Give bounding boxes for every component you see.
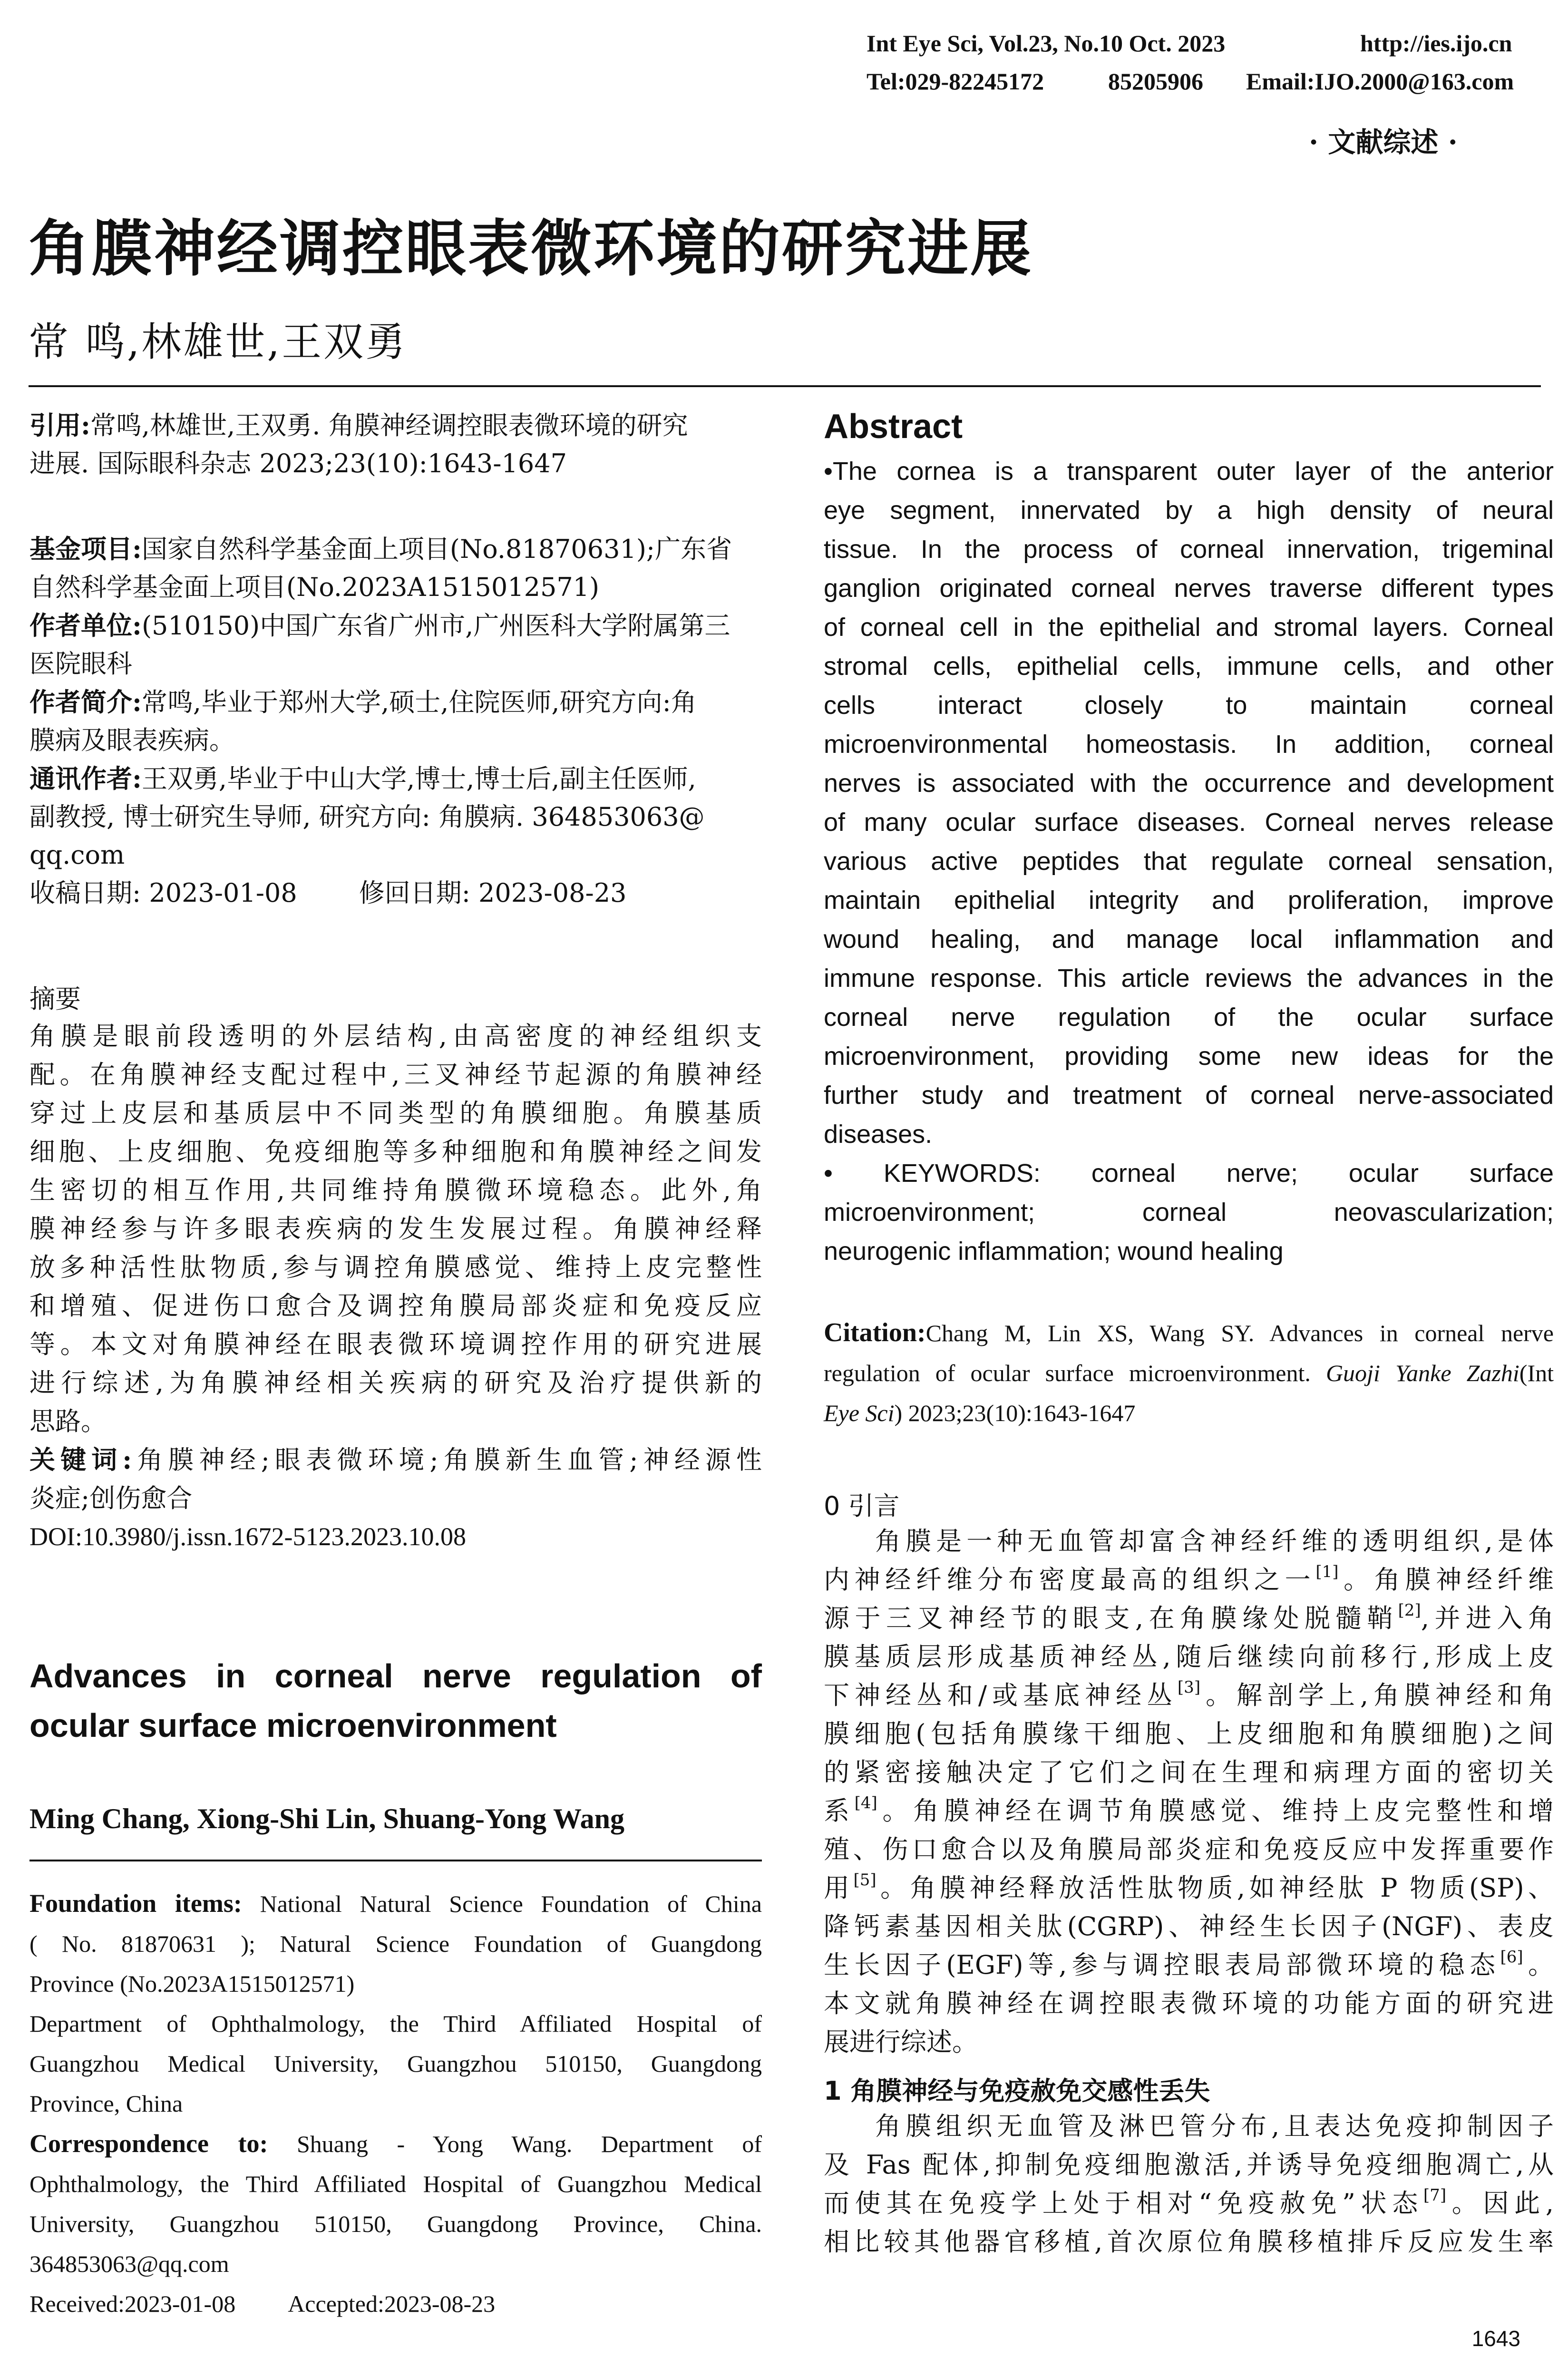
en-received: Received:2023-01-08 (29, 2290, 236, 2317)
corr-text: qq.com (29, 840, 125, 870)
ref-marker[interactable]: [6] (1500, 1948, 1523, 1967)
keywords-label: 关键词: (29, 1444, 132, 1475)
en-dept-text: Department of Ophthalmology, the Third Affiliated Hospital of (29, 2010, 762, 2037)
abstract-line: 角膜是眼前段透明的外层结构,由高密度的神经组织支 (29, 1021, 762, 1051)
unit-label: 作者单位: (29, 610, 142, 641)
citation-en-journal: Eye Sci (824, 1400, 895, 1426)
section1-text: 而使其在免疫学上处于相对“免疫赦免”状态 (824, 2188, 1423, 2218)
intro-text: 生长因子(EGF)等,参与调控眼表局部微环境的稳态 (824, 1950, 1500, 1980)
abstract-en-line: stromal cells, epithelial cells, immune cells, and other (824, 652, 1554, 681)
abstract-heading-cn: 摘要 (29, 984, 81, 1014)
english-authors: Ming Chang, Xiong-Shi Lin, Shuang-Yong Wang (29, 1803, 625, 1834)
abstract-line: 穿过上皮层和基质层中不同类型的角膜细胞。角膜基质 (29, 1098, 762, 1128)
abstract-en-line: cells interact closely to maintain corneal (824, 691, 1554, 720)
section1-line: 及 Fas 配体,抑制免疫细胞激活,并诱导免疫细胞凋亡,从 (824, 2150, 1554, 2180)
intro-text: 。角膜神经在调节角膜感觉、维持上皮完整性和增 (877, 1796, 1554, 1826)
abstract-line: 进行综述,为角膜神经相关疾病的研究及治疗提供新的 (29, 1368, 762, 1398)
doi: DOI:10.3980/j.issn.1672-5123.2023.10.08 (29, 1522, 466, 1551)
intro-text: 。 (1523, 1950, 1554, 1980)
journal-fax: 85205906 (1108, 68, 1203, 95)
journal-header: Int Eye Sci, Vol.23, No.10 Oct. 2023 (867, 30, 1226, 57)
intro-text: 下神经丛和/或基底神经丛 (824, 1680, 1178, 1710)
abstract-en-line: immune response. This article reviews the advances in the (824, 964, 1554, 993)
corr-text: 副教授, 博士研究生导师, 研究方向: 角膜病. 364853063@ (29, 802, 705, 832)
abstract-en-line: nerves is associated with the occurrence and development (824, 769, 1554, 798)
left-divider (29, 1860, 762, 1861)
english-title-line: Advances in corneal nerve regulation of (29, 1657, 762, 1695)
abstract-en-line: microenvironment, providing some new ideas for the (824, 1042, 1554, 1071)
ref-marker[interactable]: [1] (1315, 1562, 1339, 1581)
abstract-line: 等。本文对角膜神经在眼表微环境调控作用的研究进展 (29, 1329, 762, 1359)
en-corr-label: Correspondence to: (29, 2129, 268, 2158)
en-accepted: Accepted:2023-08-23 (288, 2290, 496, 2317)
intro-text: 用 (824, 1873, 854, 1903)
fund-label: 基金项目: (29, 534, 142, 564)
intro-text: 源于三叉神经节的眼支,在角膜缘处脱髓鞘 (824, 1603, 1398, 1633)
intro-line: 的紧密接触决定了它们之间在生理和病理方面的密切关 (824, 1757, 1554, 1787)
intro-line: 降钙素基因相关肽(CGRP)、神经生长因子(NGF)、表皮 (824, 1911, 1554, 1941)
intro-line: 展进行综述。 (824, 2027, 978, 2057)
keywords-en-line: microenvironment; corneal neovascularization; (824, 1198, 1554, 1227)
journal-url: http://ies.ijo.cn (1360, 30, 1512, 57)
english-title (29, 1651, 762, 1750)
intro-body (824, 1522, 1554, 2061)
front-matter-cn (29, 530, 762, 912)
abstract-en-line: eye segment, innervated by a high density of neural (824, 496, 1554, 525)
intro-text: 。角膜神经纤维 (1338, 1565, 1554, 1595)
ref-marker[interactable]: [3] (1177, 1678, 1201, 1697)
intro-line: 殖、伤口愈合以及角膜局部炎症和免疫反应中发挥重要作 (824, 1834, 1554, 1864)
journal-tel: Tel:029-82245172 (867, 68, 1044, 95)
abstract-en-line: maintain epithelial integrity and proliferation, improve (824, 886, 1554, 915)
abstract-line: 细胞、上皮细胞、免疫细胞等多种细胞和角膜神经之间发 (29, 1137, 762, 1167)
abstract-en-line: microenvironmental homeostasis. In addition, corneal (824, 730, 1554, 759)
ref-marker[interactable]: [4] (854, 1793, 877, 1812)
intro-text: 。角膜神经释放活性肽物质,如神经肽 P 物质(SP)、 (876, 1873, 1554, 1903)
page-number: 1643 (1471, 2326, 1520, 2351)
intro-text: ,并进入角 (1421, 1603, 1554, 1633)
intro-line: 膜基质层形成基质神经丛,随后继续向前移行,形成上皮 (824, 1642, 1554, 1672)
page-title: 角膜神经调控眼表微环境的研究进展 (29, 213, 1033, 284)
title-divider (29, 385, 1541, 387)
abstract-cn (29, 1017, 762, 1556)
en-dept-text: Guangzhou Medical University, Guangzhou 510150, Guangdong (29, 2050, 762, 2077)
citation-en-text: Chang M, Lin XS, Wang SY. Advances in corneal nerve (925, 1320, 1554, 1346)
section1-heading: 1 角膜神经与免疫赦免交感性丢失 (824, 2076, 1210, 2106)
citation-cn (29, 406, 762, 483)
abstract-en (824, 452, 1554, 1271)
revised-date: 修回日期: 2023-08-23 (359, 878, 627, 908)
section-label: · 文献综述 · (1309, 126, 1458, 158)
en-corr-text: Ophthalmology, the Third Affiliated Hospital of Guangzhou Medical (29, 2171, 762, 2197)
bio-label: 作者简介: (29, 687, 142, 717)
citation-en-label: Citation: (824, 1318, 926, 1347)
citation-en-text: (Int (1519, 1360, 1554, 1386)
ref-marker[interactable]: [7] (1423, 2186, 1447, 2205)
english-title-line: ocular surface microenvironment (29, 1707, 557, 1744)
intro-text: 系 (824, 1796, 855, 1826)
intro-text: 内神经纤维分布密度最高的组织之一 (824, 1565, 1316, 1595)
received-date: 收稿日期: 2023-01-08 (29, 878, 297, 908)
corr-text: 王双勇,毕业于中山大学,博士,博士后,副主任医师, (141, 764, 696, 794)
section1-line: 相比较其他器官移植,首次原位角膜移植排斥反应发生率 (824, 2227, 1554, 2257)
abstract-en-line: wound healing, and manage local inflammation and (824, 925, 1554, 954)
abstract-en-line: tissue. In the process of corneal innervation, trigeminal (824, 535, 1554, 564)
abstract-en-line: further study and treatment of corneal nerve-associated (824, 1081, 1554, 1110)
abstract-en-line: various active peptides that regulate corneal sensation, (824, 847, 1554, 876)
abstract-line: 放多种活性肽物质,参与调控角膜感觉、维持上皮完整性 (29, 1252, 762, 1282)
abstract-en-line: diseases. (824, 1120, 933, 1149)
keywords-en-line: neurogenic inflammation; wound healing (824, 1237, 1284, 1266)
authors-cn: 常 鸣,林雄世,王双勇 (29, 319, 408, 365)
english-front-matter (29, 1883, 762, 2324)
citation-en-text: ) 2023;23(10):1643-1647 (894, 1400, 1136, 1426)
citation-en (824, 1313, 1554, 1433)
en-fund-text: ( No. 81870631 ); Natural Science Foundation of Guangdong (29, 1930, 762, 1957)
keywords-en-line: • KEYWORDS: corneal nerve; ocular surface (824, 1159, 1554, 1188)
abstract-en-line: ganglion originated corneal nerves traverse different types (824, 574, 1554, 603)
intro-heading: 0 引言 (824, 1491, 900, 1521)
journal-email: Email:IJO.2000@163.com (1246, 68, 1514, 95)
abstract-en-line: •The cornea is a transparent outer layer of the anterior (824, 457, 1554, 486)
en-dept-text: Province, China (29, 2090, 183, 2117)
citation-en-text: regulation of ocular surface microenvironment. (824, 1360, 1326, 1386)
en-corr-text: University, Guangzhou 510150, Guangdong Province, China. (29, 2211, 762, 2237)
abstract-en-line: of corneal cell in the epithelial and stromal layers. Corneal (824, 613, 1554, 642)
abstract-line: 和增殖、促进伤口愈合及调控角膜局部炎症和免疫反应 (29, 1291, 762, 1321)
unit-text: (510150)中国广东省广州市,广州医科大学附属第三 (141, 611, 730, 641)
abstract-line: 生密切的相互作用,共同维持角膜微环境稳态。此外,角 (29, 1175, 762, 1205)
section1-text: 。因此, (1446, 2188, 1554, 2218)
abstract-line: 配。在角膜神经支配过程中,三叉神经节起源的角膜神经 (29, 1060, 762, 1090)
section1-body (824, 2107, 1554, 2261)
citation-label: 引用: (29, 410, 90, 440)
citation-text: 常鸣,林雄世,王双勇. 角膜神经调控眼表微环境的研究 (90, 410, 688, 440)
section1-line: 角膜组织无血管及淋巴管分布,且表达免疫抑制因子 (875, 2111, 1554, 2141)
en-fund-text: National Natural Science Foundation of China (242, 1890, 762, 1917)
en-corr-text: Shuang - Yong Wang. Department of (268, 2131, 762, 2157)
en-fund-label: Foundation items: (29, 1889, 242, 1918)
bio-text: 膜病及眼表疾病。 (29, 725, 235, 755)
ref-marker[interactable]: [2] (1398, 1601, 1421, 1620)
ref-marker[interactable]: [5] (853, 1870, 877, 1890)
keywords-text: 炎症;创伤愈合 (29, 1483, 193, 1513)
citation-en-journal: Guoji Yanke Zazhi (1325, 1360, 1519, 1386)
citation-text: 进展. 国际眼科杂志 2023;23(10):1643-1647 (29, 448, 567, 478)
fund-text: 自然科学基金面上项目(No.2023A1515012571) (29, 572, 600, 602)
en-fund-text: Province (No.2023A1515012571) (29, 1970, 355, 1997)
intro-line: 本文就角膜神经在调控眼表微环境的功能方面的研究进 (824, 1988, 1554, 2018)
abstract-heading-en: Abstract (824, 408, 963, 446)
intro-line: 角膜是一种无血管却富含神经纤维的透明组织,是体 (875, 1526, 1554, 1556)
en-corr-text: 364853063@qq.com (29, 2250, 229, 2277)
abstract-line: 思路。 (29, 1406, 107, 1436)
corr-label: 通讯作者: (29, 763, 142, 794)
intro-line: 膜细胞(包括角膜缘干细胞、上皮细胞和角膜细胞)之间 (824, 1719, 1554, 1749)
abstract-en-line: corneal nerve regulation of the ocular surface (824, 1003, 1554, 1032)
abstract-line: 膜神经参与许多眼表疾病的发生发展过程。角膜神经释 (29, 1214, 762, 1244)
unit-text: 医院眼科 (29, 649, 132, 679)
keywords-text: 角膜神经;眼表微环境;角膜新生血管;神经源性 (132, 1445, 762, 1475)
intro-text: 。解剖学上,角膜神经和角 (1200, 1680, 1554, 1710)
bio-text: 常鸣,毕业于郑州大学,硕士,住院医师,研究方向:角 (141, 687, 697, 717)
abstract-en-line: of many ocular surface diseases. Corneal nerves release (824, 808, 1554, 837)
fund-text: 国家自然科学基金面上项目(No.81870631);广东省 (141, 534, 732, 564)
